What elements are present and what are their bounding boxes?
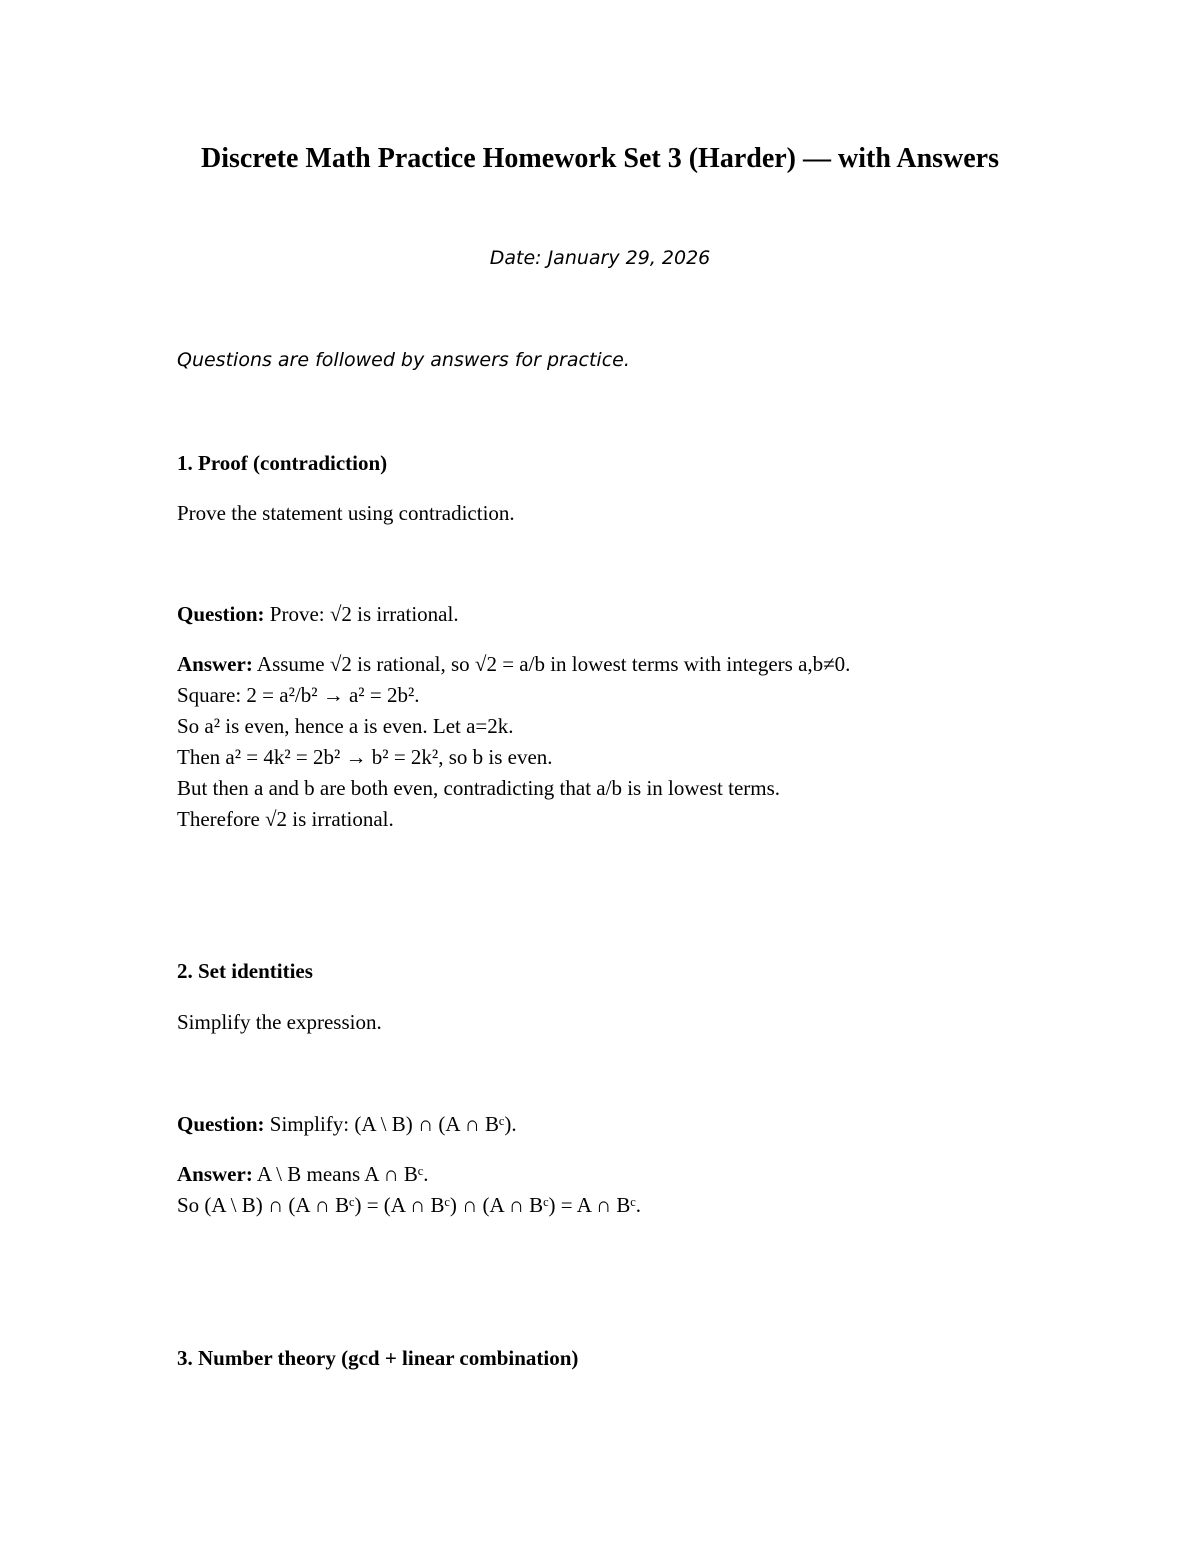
problem-2-answer-text: A \ B means A ∩ Bᶜ.: [252, 1162, 429, 1186]
problem-1-answer-line: Therefore √2 is irrational.: [177, 807, 394, 831]
problem-1-answer: [177, 649, 850, 835]
problem-1-answer-line: But then a and b are both even, contradicting that a/b is in lowest terms.: [177, 776, 781, 800]
problem-1-answer-line: Square: 2 = a²/b² → a² = 2b².: [177, 683, 420, 707]
answer-label: Answer:: [177, 1162, 253, 1186]
question-label: Question:: [177, 602, 265, 626]
problem-2-question-text: Simplify: (A \ B) ∩ (A ∩ Bᶜ).: [264, 1112, 517, 1136]
problem-2-answer-line: [177, 1159, 641, 1190]
question-label: Question:: [177, 1112, 265, 1136]
problem-1-answer-text: Assume √2 is rational, so √2 = a/b in lowest terms with integers a,b≠0.: [252, 652, 851, 676]
answer-label: Answer:: [177, 652, 253, 676]
problem-1-question: [177, 599, 459, 630]
problem-2-question: [177, 1109, 517, 1140]
problem-1-question-text: Prove: √2 is irrational.: [264, 602, 459, 626]
problem-1-answer-line: [177, 649, 850, 680]
problem-2-answer: [177, 1159, 641, 1221]
problem-1-answer-line: Then a² = 4k² = 2b² → b² = 2k², so b is even.: [177, 745, 553, 769]
document-title: Discrete Math Practice Homework Set 3 (Harder) — with Answers: [200, 143, 1000, 174]
problem-2-answer-line: So (A \ B) ∩ (A ∩ Bᶜ) = (A ∩ Bᶜ) ∩ (A ∩ Bᶜ) = A ∩ Bᶜ.: [177, 1193, 642, 1217]
problem-2-instruction: Simplify the expression.: [177, 1010, 382, 1034]
document-intro: Questions are followed by answers for practice.: [177, 349, 630, 371]
problem-2-heading: 2. Set identities: [177, 959, 313, 983]
document-date: Date: January 29, 2026: [489, 247, 711, 269]
problem-1-heading: 1. Proof (contradiction): [177, 451, 388, 475]
problem-1-instruction: Prove the statement using contradiction.: [177, 501, 515, 525]
problem-1-answer-line: So a² is even, hence a is even. Let a=2k.: [177, 714, 514, 738]
problem-3-heading: 3. Number theory (gcd + linear combination): [177, 1346, 579, 1370]
